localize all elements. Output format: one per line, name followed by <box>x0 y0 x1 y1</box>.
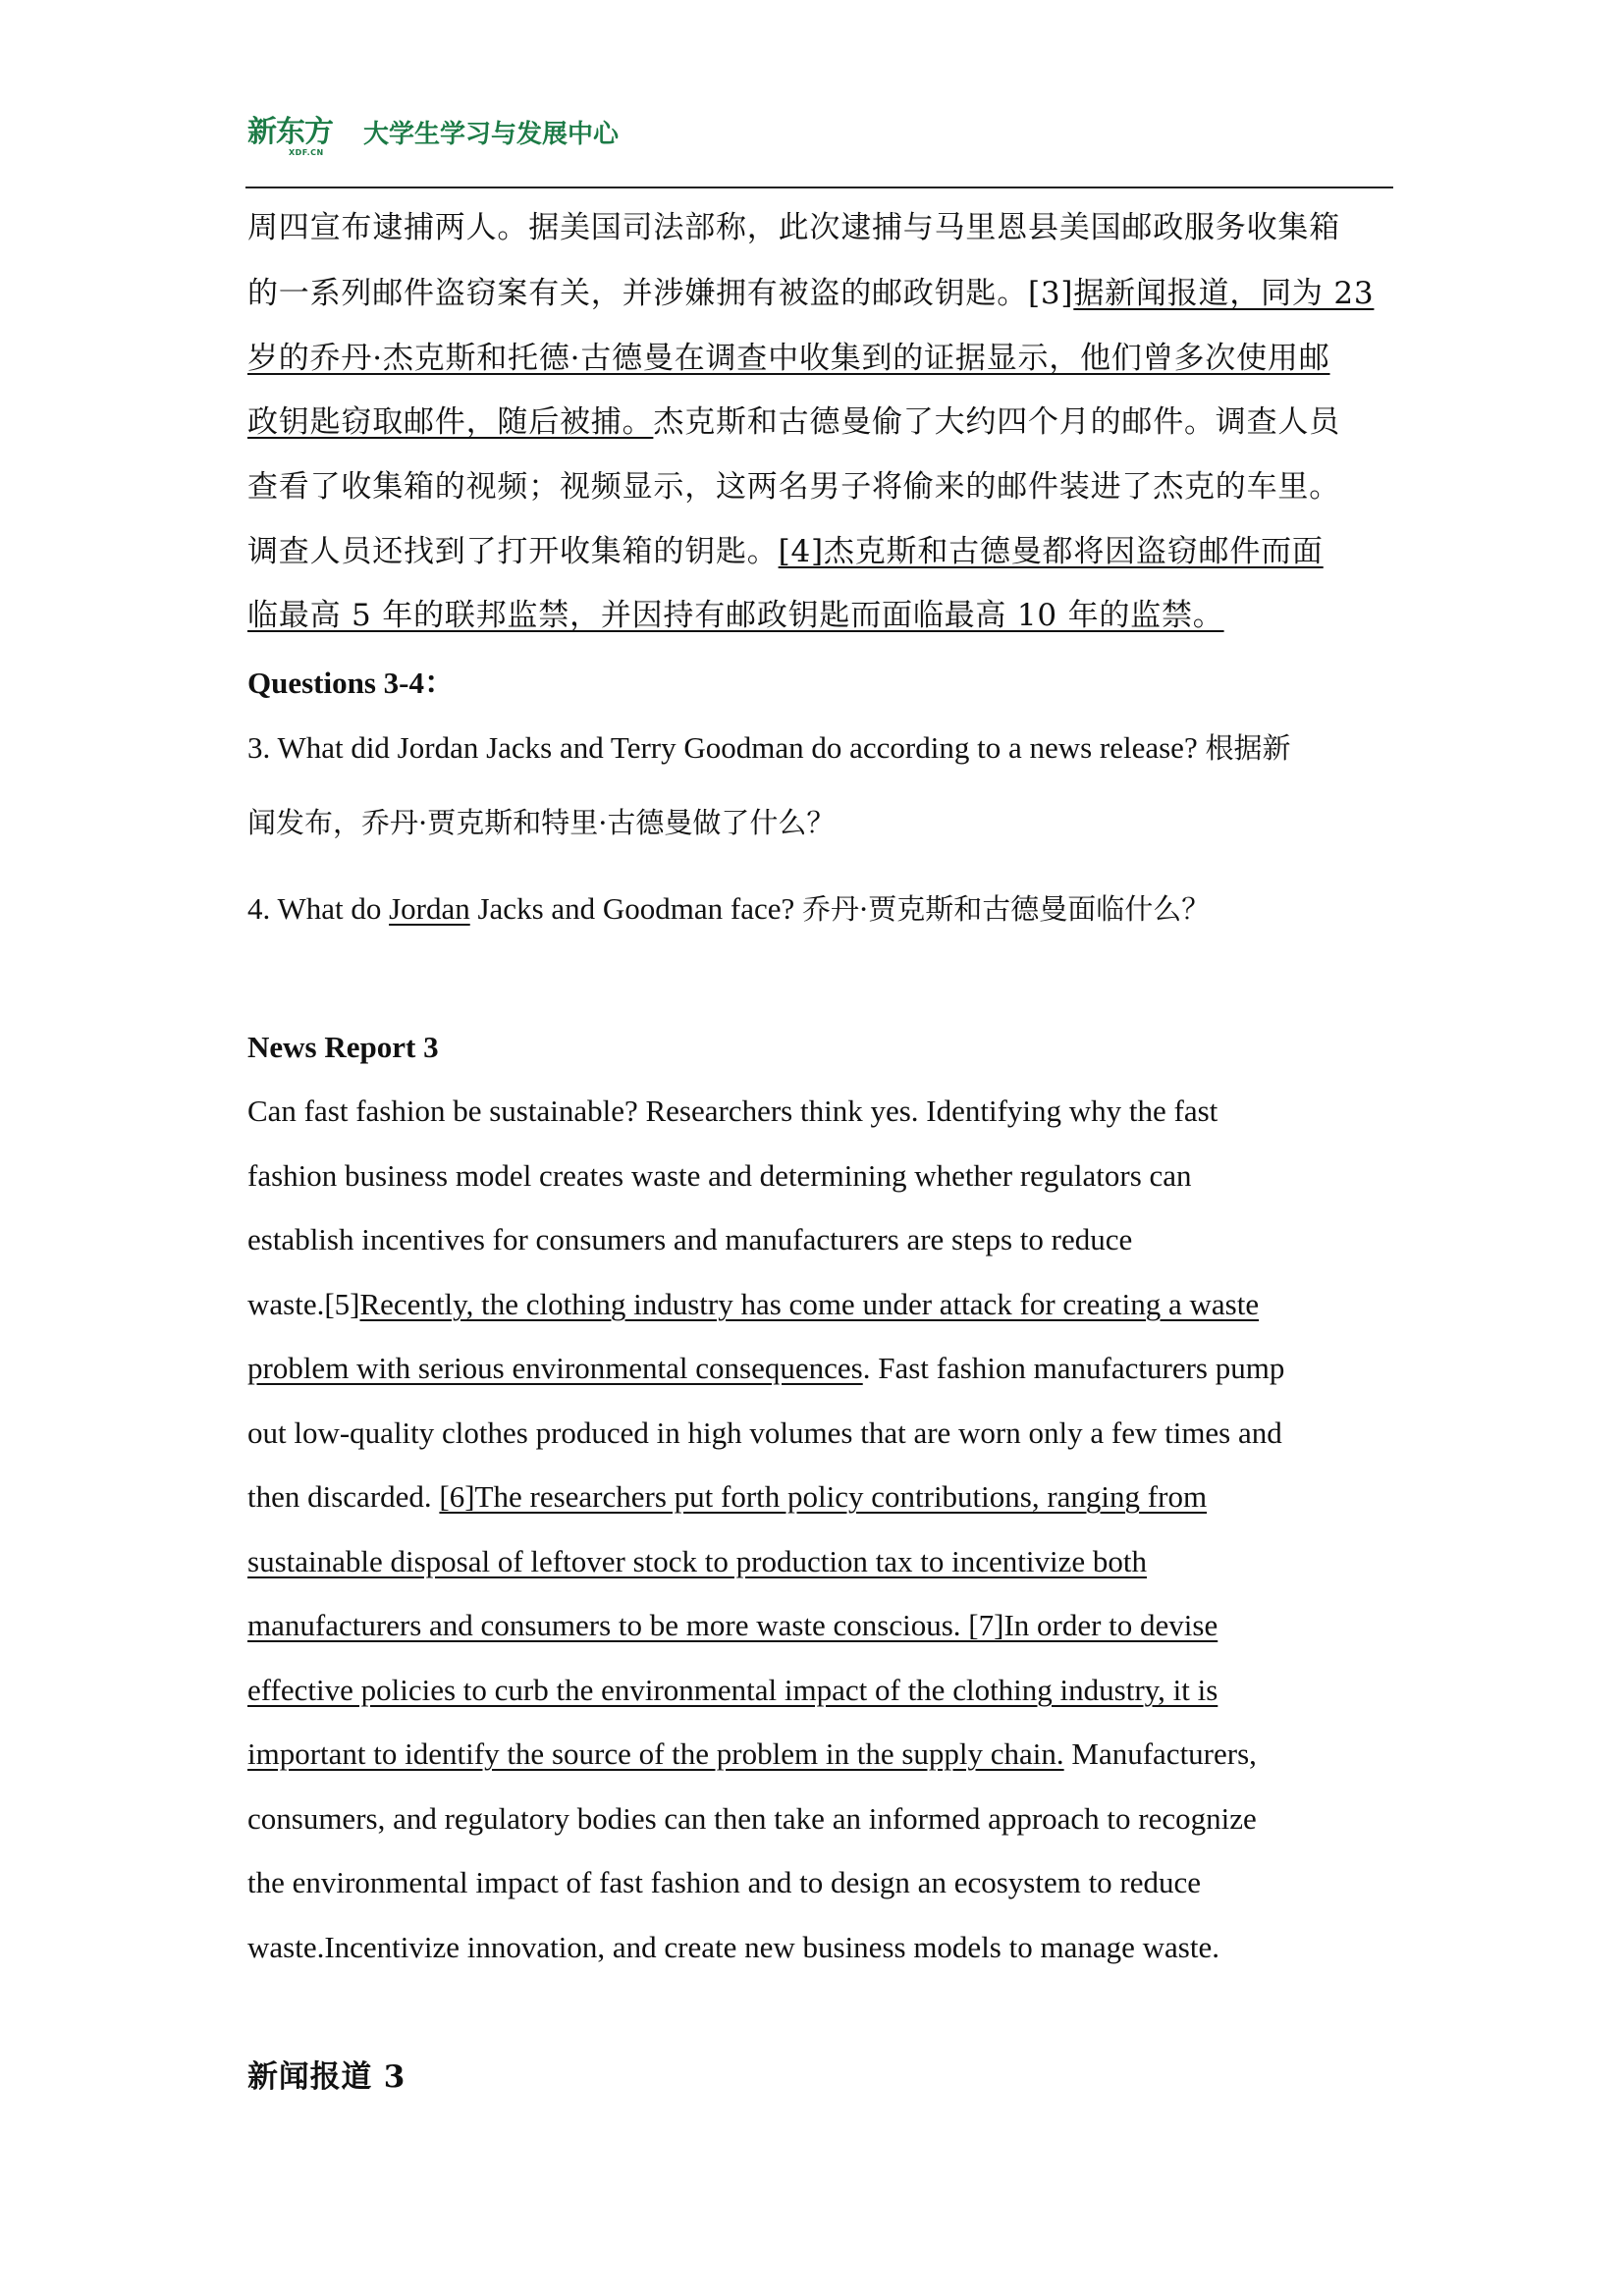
underlined-segment: sustainable disposal of leftover stock to production tax to incentivize both <box>247 1544 1148 1578</box>
underlined-segment: important to identify the source of the problem in the supply chain. <box>247 1736 1064 1771</box>
text-segment: waste.Incentivize innovation, and create new business models to manage waste. <box>247 1930 1219 1964</box>
paragraph-line <box>247 1285 1259 1324</box>
underlined-segment: problem with serious environmental consequences <box>247 1351 863 1385</box>
cn-passage-line <box>247 467 1340 507</box>
underlined-segment: 临最高 5 年的联邦监禁，并因持有邮政钥匙而面临最高 10 年的监禁。 <box>247 598 1224 633</box>
paragraph-line <box>247 1863 1201 1902</box>
text-segment: 杰克斯和古德曼偷了大约四个月的邮件。调查人员 <box>653 404 1341 440</box>
underlined-segment: 政钥匙窃取邮件，随后被捕。 <box>247 404 654 440</box>
text-segment: then discarded. <box>247 1479 440 1514</box>
question-3-translation-cont: 闻发布，乔丹·贾克斯和特里·古德曼做了什么？ <box>247 806 836 839</box>
text-segment: fashion business model creates waste and determining whether regulators can <box>247 1158 1192 1193</box>
text-segment: 的一系列邮件盗窃案有关，并涉嫌拥有被盗的邮政钥匙。[3] <box>247 276 1074 311</box>
brand-logo-subtext: XDF.CN <box>289 148 324 157</box>
paragraph-line <box>247 1735 1257 1774</box>
paragraph-line <box>247 1799 1257 1839</box>
cn-passage-line <box>247 532 1324 571</box>
paragraph-line <box>247 1606 1218 1645</box>
question-4 <box>247 889 1210 929</box>
paragraph-line <box>247 1156 1192 1196</box>
text-segment: Manufacturers, <box>1063 1736 1257 1771</box>
paragraph-line <box>247 1414 1282 1453</box>
cn-passage-line <box>247 402 1340 442</box>
text-segment: establish incentives for consumers and manufacturers are steps to reduce <box>247 1222 1133 1256</box>
question-4-text: Jacks and Goodman face? <box>469 891 795 926</box>
header-divider <box>245 187 1393 188</box>
section-heading: News Report 3 <box>247 1030 439 1064</box>
paragraph-line <box>247 1477 1207 1517</box>
question-3-translation: 根据新 <box>1205 731 1291 765</box>
underlined-segment: manufacturers and consumers to be more waste conscious. [7]In order to devise <box>247 1608 1218 1642</box>
text-segment: 调查人员还找到了打开收集箱的钥匙。 <box>247 534 779 569</box>
text-segment: Can fast fashion be sustainable? Researchers think yes. Identifying why the fast <box>247 1094 1218 1128</box>
question-3-text: 3. What did Jordan Jacks and Terry Goodman do according to a news release? <box>247 730 1198 765</box>
text-segment: out low-quality clothes produced in high volumes that are worn only a few times and <box>247 1415 1282 1450</box>
question-4-text: 4. What do <box>247 891 390 926</box>
paragraph-line <box>247 1542 1147 1581</box>
text-segment: 周四宣布逮捕两人。据美国司法部称，此次逮捕与马里恩县美国邮政服务收集箱 <box>247 210 1340 245</box>
paragraph-line <box>247 1349 1284 1388</box>
header-title: 大学生学习与发展中心 <box>363 120 620 149</box>
paragraph-line <box>247 1671 1218 1710</box>
cn-passage-line <box>247 208 1340 247</box>
cn-passage-line <box>247 596 1224 635</box>
underlined-segment: 据新闻报道，同为 23 <box>1073 276 1375 311</box>
brand-logo: 新东方 <box>247 115 333 149</box>
underlined-segment: [6]The researchers put forth policy contributions, ranging from <box>439 1479 1208 1514</box>
question-3 <box>247 728 1290 768</box>
underlined-segment: Jordan <box>389 891 470 926</box>
underlined-segment: [4]杰克斯和古德曼都将因盗窃邮件而面 <box>778 534 1324 569</box>
underlined-segment: Recently, the clothing industry has come under attack for creating a waste <box>359 1287 1260 1321</box>
questions-heading: Questions 3-4： <box>247 666 455 700</box>
paragraph-line <box>247 1092 1218 1131</box>
underlined-segment: 岁的乔丹·杰克斯和托德·古德曼在调查中收集到的证据显示，他们曾多次使用邮 <box>247 341 1330 376</box>
text-segment: . Fast fashion manufacturers pump <box>862 1351 1285 1385</box>
question-4-translation: 乔丹·贾克斯和古德曼面临什么？ <box>802 892 1211 926</box>
text-segment: consumers, and regulatory bodies can then take an informed approach to recognize <box>247 1801 1257 1836</box>
underlined-segment: effective policies to curb the environmental impact of the clothing industry, it is <box>247 1673 1218 1707</box>
cn-passage-line <box>247 339 1330 378</box>
text-segment: the environmental impact of fast fashion and to design an ecosystem to reduce <box>247 1865 1202 1899</box>
section-heading-cn: 新闻报道 3 <box>247 2059 406 2095</box>
text-segment: 查看了收集箱的视频；视频显示，这两名男子将偷来的邮件装进了杰克的车里。 <box>247 469 1340 505</box>
paragraph-line <box>247 1220 1132 1259</box>
text-segment: waste.[5] <box>247 1287 360 1321</box>
paragraph-line <box>247 1928 1219 1967</box>
cn-passage-line <box>247 274 1374 313</box>
